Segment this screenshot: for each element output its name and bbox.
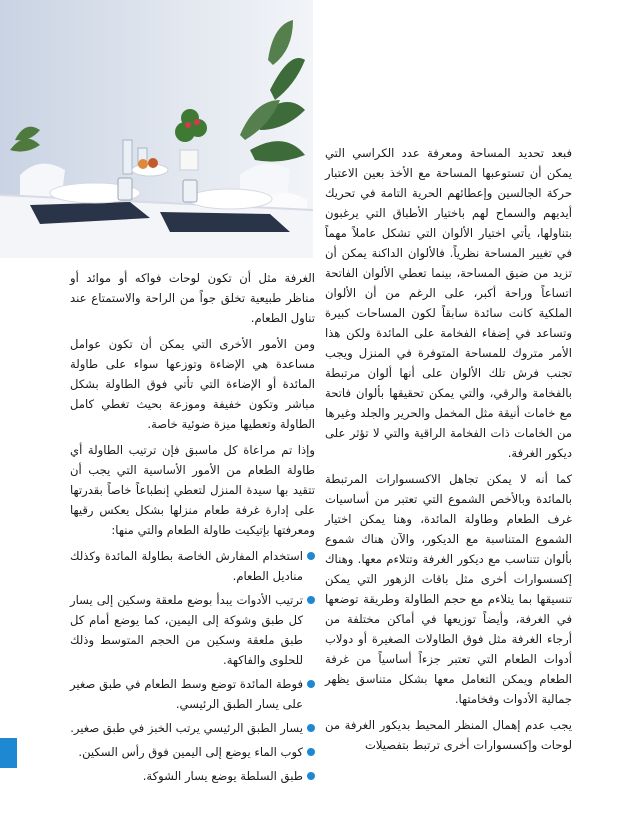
bullet-icon (307, 748, 315, 756)
paragraph: ومن الأمور الأخرى التي يمكن أن تكون عوامل مساعدة هي الإضاءة وتوزعها سواء على طاولة المائدة أو الإضاءة التي تأتي فوق الطاولة بشكل مباشر وتكون خفيفة وموزعة بحيث تغطي كامل الطاولة وتعطيها ميزة ضوئية خاصة. (70, 337, 315, 431)
paragraph: كما أنه لا يمكن تجاهل الاكسسوارات المرتبطة بالمائدة وبالأخص الشموع التي تعتبر من أساسيات غرف الطعام وطاولة المائدة، وهنا يمكن اختيار الشموع المتناسبة مع الديكور، والآن هناك شموع بألوان تتناسب مع ديكور الغرفة وتتلاءم معها. وهناك إكسسوارات أخرى مثل باقات الزهور التي يمكن تنسيقها بما يتلاءم مع حجم الطاولة وطريقة توضعها في الغرفة، وأيضاً توزيعها في أماكن مختلفة من أرجاء الغرفة مثل فوق الطاولات الصغيرة أو دولاب أدوات الطعام التي تعتبر جزءاً أساسياً من غرفة الطعام ويمكن التعامل معها بشكل متناسق يظهر جمالية الأدوات وفخامتها. (325, 472, 572, 706)
right-text-column (325, 143, 572, 761)
list-item-text: استخدام المفارش الخاصة بطاولة المائدة وكذلك مناديل الطعام. (70, 549, 303, 583)
bullet-icon (307, 772, 315, 780)
list-item-text: كوب الماء يوضع إلى اليمين فوق رأس السكين. (78, 745, 303, 759)
list-item (70, 742, 315, 762)
list-item-text: يسار الطبق الرئيسي يرتب الخبز في طبق صغير. (70, 721, 303, 735)
bullet-icon (307, 596, 315, 604)
paragraph: فبعد تحديد المساحة ومعرفة عدد الكراسي التي يمكن أن تستوعبها المساحة مع الأخذ بعين الاعتبار حركة الجالسين وإعطائهم الحرية التامة في تحريك أيديهم والسماح لهم باختيار الأطباق التي يرغبون بتناولها، يأتي اختيار الألوان التي تشكل عاملاً مهماً في تغيير المساحة نظرياً. فالألوان الداكنة يمكن أن تزيد من ضيق المساحة، بينما تعطي الألوان الفاتحة اتساعاً وراحة أكبر، على الرغم من أن الألوان الملكية كانت سائدة سابقاً لكون المساحات كبيرة وتساعد في إضفاء الفخامة على المائدة ولكن هذا الأمر متروك للمساحة المتوفرة في المنزل ويجب تجنب فرش تلك الألوان على أنها ألوان مرتبطة بالفخامة والرقي، والتي يمكن تحقيقها بألوان فاتحة مع خامات أنيقة مثل المخمل والحرير والجلد وغيرها من الخامات ذات الفخامة الراقية والتي لا تؤثر على ديكور الغرفة. (325, 146, 572, 460)
list-item-text: طبق السلطة يوضع يسار الشوكة. (142, 769, 303, 783)
bullet-icon (307, 552, 315, 560)
table-setting-list (70, 546, 315, 786)
bullet-icon (307, 724, 315, 732)
left-text-column (70, 268, 315, 790)
page-edge-tab (0, 738, 17, 768)
list-item (70, 546, 315, 586)
list-item (70, 766, 315, 786)
list-item (70, 718, 315, 738)
list-item-text: فوطة المائدة توضع وسط الطعام في طبق صغير على يسار الطبق الرئيسي. (70, 677, 303, 711)
paragraph: وإذا تم مراعاة كل ماسبق فإن ترتيب الطاولة أي طاولة الطعام من الأمور الأساسية التي يجب أن تتقيد بها سيدة المنزل لتعطي إنطباعاً خاصاً بقدرتها على إدارة غرفة طعام منزلها بشكل يعكس رقيها ومعرفتها بإتيكيت طاولة الطعام والتي منها: (70, 443, 315, 537)
list-item (70, 674, 315, 714)
list-item-text: ترتيب الأدوات يبدأ بوضع ملعقة وسكين إلى يسار كل طبق وشوكة إلى اليمين، كما يوضع أمام كل طبق ملعقة وسكين من الحجم المتوسط وذلك للحلوى والفاكهة. (70, 593, 303, 667)
bullet-icon (307, 680, 315, 688)
paragraph: الغرفة مثل أن تكون لوحات فواكه أو موائد أو مناظر طبيعية تخلق جواً من الراحة والاستمتاع عند تناول الطعام. (70, 271, 315, 325)
list-item (70, 590, 315, 670)
dining-table-photo (0, 0, 313, 258)
paragraph: يجب عدم إهمال المنظر المحيط بديكور الغرفة من لوحات وإكسسوارات أخرى ترتبط بتفصيلات (325, 718, 572, 752)
